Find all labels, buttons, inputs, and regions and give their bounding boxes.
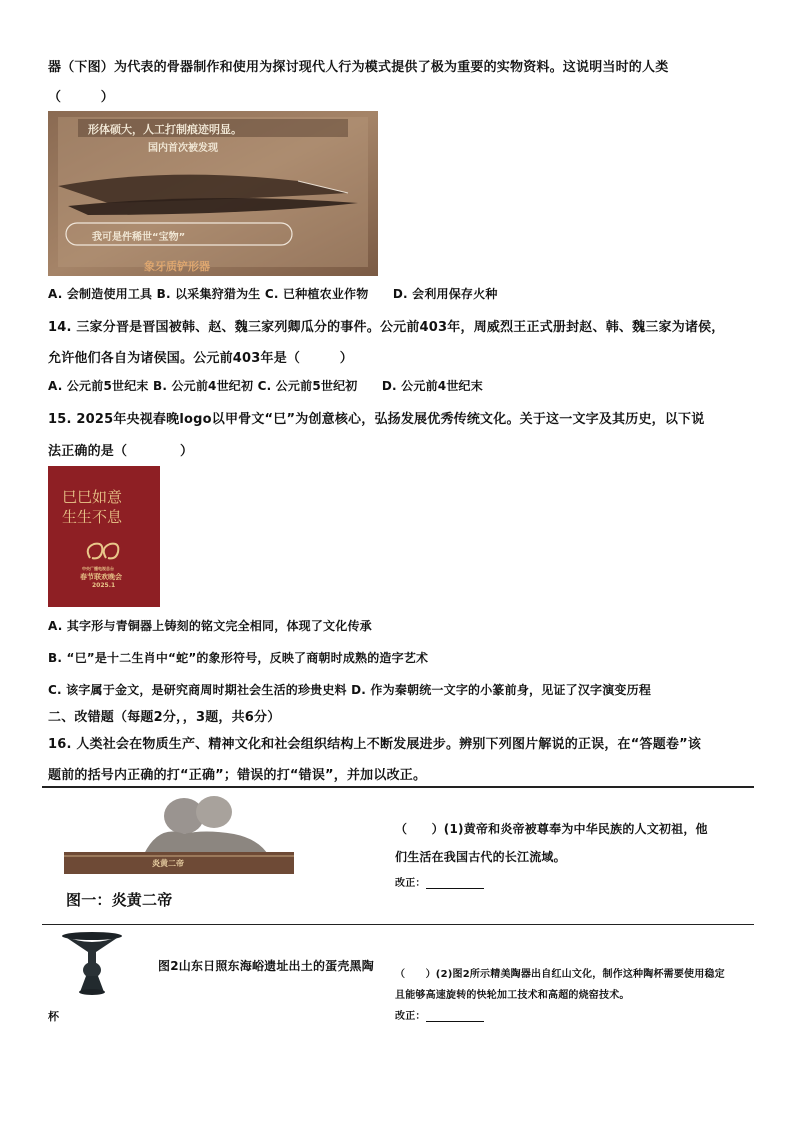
figure2-caption-line1: 图2山东日照东海峪遗址出土的蛋壳黑陶 <box>158 959 374 973</box>
item2-correction <box>395 1007 484 1022</box>
poster-line1: 巳巳如意 <box>62 488 123 506</box>
item2-correction-blank[interactable] <box>426 1011 484 1022</box>
q13-stem-line2: （ ） <box>48 90 115 105</box>
item2-text-line1: （ ）(2)图2所示精美陶器出自红山文化，制作这种陶杯需要使用稳定 <box>395 969 725 980</box>
q15-line2: 法正确的是（ ） <box>48 444 194 459</box>
item1-text-line1: （ ）(1)黄帝和炎帝被尊奉为中华民族的人文初祖，他 <box>395 822 708 836</box>
statue-sign-text: 炎黄二帝 <box>152 859 184 868</box>
poster-caption3: 2025.1 <box>92 582 116 589</box>
section2-heading: 二、改错题（每题2分，，3题，共6分） <box>48 710 281 725</box>
q15-option-b: B. “巳”是十二生肖中“蛇”的象形符号，反映了商朝时成熟的造字艺术 <box>48 651 429 665</box>
q13-stem-line1: 器（下图）为代表的骨器制作和使用为探讨现代人行为模式提供了极为重要的实物资料。这说明当时的人类 <box>48 60 669 75</box>
q16-line1: 16. 人类社会在物质生产、精神文化和社会组织结构上不断发展进步。辨别下列图片解说的正误，在“答题卷”该 <box>48 737 702 752</box>
poster-caption2: 春节联欢晚会 <box>80 573 122 581</box>
q14-line1: 14. 三家分晋是晋国被韩、赵、魏三家列卿瓜分的事件。公元前403年，周威烈王正式册封赵、韩、魏三家为诸侯， <box>48 320 725 335</box>
table-middle-rule <box>42 924 754 925</box>
item1-correction-label: 改正： <box>395 878 426 889</box>
bone-artifact-image <box>48 111 378 276</box>
q13-options: A. 会制造使用工具 B. 以采集狩猎为生 C. 已种植农业作物 D. 会利用保存火种 <box>48 287 498 301</box>
q14-line2: 允许他们各自为诸侯国。公元前403年是（ ） <box>48 351 353 366</box>
q15-option-cd: C. 该字属于金文，是研究商周时期社会生活的珍贵史料 D. 作为秦朝统一文字的小篆前身，见证了汉字演变历程 <box>48 683 652 697</box>
item2-correction-label: 改正： <box>395 1011 426 1022</box>
yanhuang-statue-image <box>64 794 294 876</box>
table-top-rule <box>42 786 754 788</box>
item1-correction-blank[interactable] <box>426 878 484 889</box>
spring-gala-poster <box>48 466 160 607</box>
black-pottery-cup-icon <box>60 930 124 998</box>
figure2-caption-line2: 杯 <box>48 1010 60 1023</box>
figure1-caption: 图一：炎黄二帝 <box>66 891 173 909</box>
item2-text-line2: 且能够高速旋转的快轮加工技术和高超的烧窑技术。 <box>395 990 630 1001</box>
item1-text-line2: 们生活在我国古代的长江流域。 <box>395 850 566 864</box>
artifact-caption-mid: 国内首次被发现 <box>148 143 218 154</box>
artifact-caption-top: 形体硕大，人工打制痕迹明显。 <box>88 123 242 136</box>
q14-options: A. 公元前5世纪末 B. 公元前4世纪初 C. 公元前5世纪初 D. 公元前4世纪末 <box>48 379 483 393</box>
q15-line1: 15. 2025年央视春晚logo以甲骨文“巳”为创意核心，弘扬发展优秀传统文化。关于这一文字及其历史，以下说 <box>48 412 705 427</box>
q16-line2: 题前的括号内正确的打“正确”；错误的打“错误”，并加以改正。 <box>48 768 427 783</box>
q15-option-a: A. 其字形与青铜器上铸刻的铭文完全相同，体现了文化传承 <box>48 619 372 633</box>
artifact-caption-bubble: 我可是件稀世“宝物” <box>92 232 186 243</box>
poster-caption1: 中央广播电视总台 <box>82 566 114 571</box>
poster-line2: 生生不息 <box>62 508 123 526</box>
eggshell-pottery-image <box>60 930 124 998</box>
artifact-caption-footer: 象牙质铲形器 <box>144 260 210 273</box>
item1-correction <box>395 874 484 889</box>
